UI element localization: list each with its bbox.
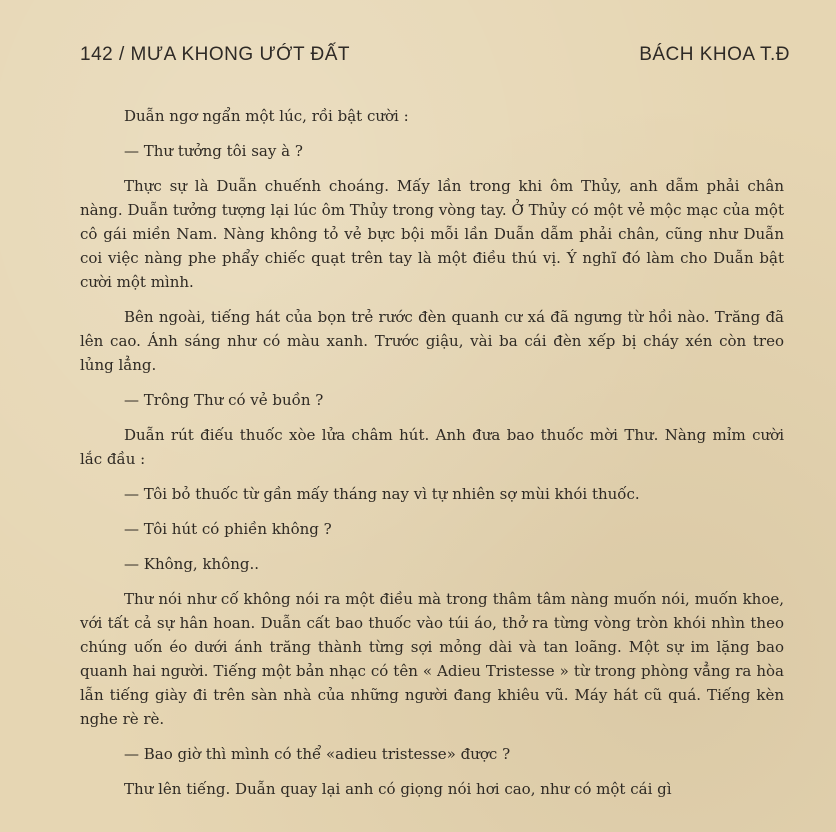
paragraph-2: — Thư tưởng tôi say à ?	[124, 142, 303, 160]
header-page-number-and-title: 142 / MƯA KHONG ƯỚT ĐẤT	[80, 44, 351, 65]
paragraph-10: Thư nói như cố không nói ra một điều mà trong thâm tâm nàng muốn nói, muốn khoe, với tất cả sự hân hoan. Duẫn cất bao thuốc vào túi áo, thở ra từng vòng tròn khói nhìn theo chúng uốn éo dưới ánh trăng thành từng sợi mỏng dài và tan loãng. Một sự im lặng bao quanh hai người. Tiếng một bản nhạc có tên « Adieu Tristesse » từ trong phòng vẳng ra hòa lẫn tiếng giày đi trên sàn nhà của những người đang khiêu vũ. Máy hát cũ quá. Tiếng kèn nghe rè rè.	[80, 590, 784, 728]
paragraph-11: — Bao giờ thì mình có thể «adieu tristesse» được ?	[124, 745, 511, 763]
paragraph-1: Duẫn ngơ ngẩn một lúc, rồi bật cười :	[124, 107, 409, 125]
header-publication: BÁCH KHOA T.Đ	[639, 44, 790, 65]
page-header	[80, 44, 790, 72]
paragraph-3: Thực sự là Duẫn chuếnh choáng. Mấy lần trong khi ôm Thủy, anh dẫm phải chân nàng. Duẫn tưởng tượng lại lúc ôm Thủy trong vòng tay. Ở Thủy có một vẻ mộc mạc của một cô gái miền Nam. Nàng không tỏ vẻ bực bội mỗi lần Duẫn dẫm phải chân, cũng như Duẫn coi việc nàng phe phẩy chiếc quạt trên tay là một điều thú vị. Ý nghĩ đó làm cho Duẫn bật cười một mình.	[80, 177, 784, 291]
paragraph-8: — Tôi hút có phiền không ?	[124, 520, 332, 538]
paragraph-9: — Không, không..	[124, 555, 260, 573]
paragraph-5: — Trông Thư có vẻ buồn ?	[124, 391, 324, 409]
paragraph-12: Thư lên tiếng. Duẫn quay lại anh có giọng nói hơi cao, như có một cái gì	[124, 780, 672, 798]
paragraph-7: — Tôi bỏ thuốc từ gần mấy tháng nay vì tự nhiên sợ mùi khói thuốc.	[124, 485, 640, 503]
paragraph-4: Bên ngoài, tiếng hát của bọn trẻ rước đèn quanh cư xá đã ngưng từ hồi nào. Trăng đã lên cao. Ánh sáng như có màu xanh. Trước giậu, vài ba cái đèn xếp bị cháy xén còn treo lủng lẳng.	[80, 308, 784, 374]
page-body	[80, 104, 784, 801]
paragraph-6: Duẫn rút điếu thuốc xòe lửa châm hút. Anh đưa bao thuốc mời Thư. Nàng mỉm cười lắc đầu :	[80, 426, 784, 468]
